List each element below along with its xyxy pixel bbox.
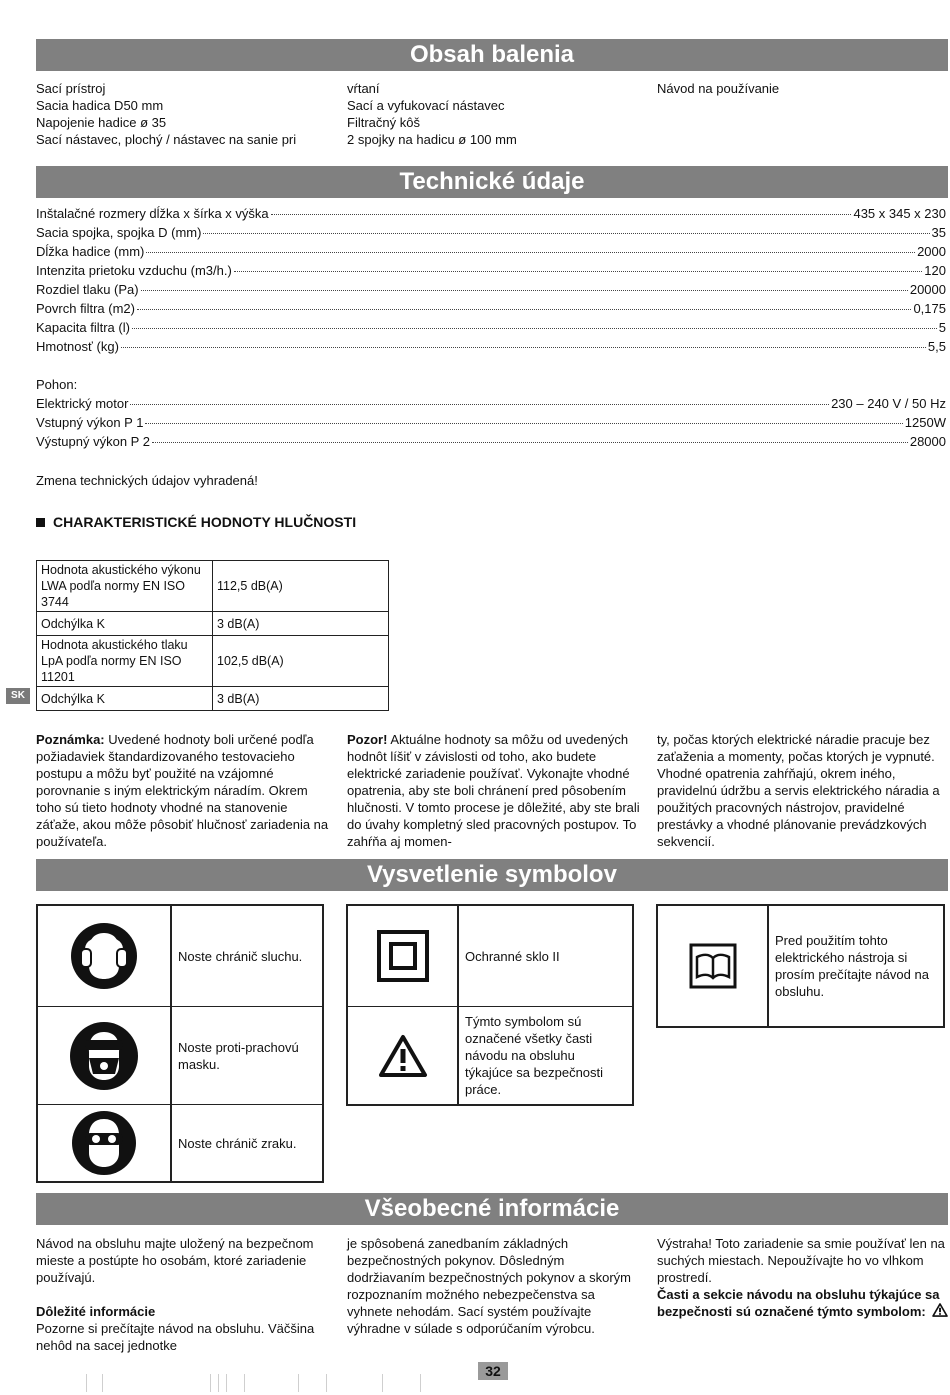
symbol-row [38, 1007, 322, 1105]
symbol-row [38, 906, 322, 1007]
spec-row [36, 338, 946, 357]
section-title-symbols: Vysvetlenie symbolov [36, 859, 948, 891]
spec-value: 20000 [909, 282, 946, 297]
note-text: ty, počas ktorých elektrické náradie pracuje bez zaťaženia a momenty, počas ktorých je vypnuté. Vhodné opatrenia zahŕňajú, okrem iného, pravidelnú údržbu a servis elektrického náradia a použitých pracovných nástrojov, pravidelné prestávky a vhodné plánovanie prevádzkových sekvencií. [657, 732, 940, 849]
spec-value: 2000 [917, 244, 946, 259]
contents-col3 [657, 80, 950, 97]
dust-mask-icon [38, 1007, 172, 1104]
spec-row [36, 224, 946, 243]
spec-label: Hmotnosť (kg) [36, 339, 119, 354]
contents-item: Sacia hadica D50 mm [36, 98, 164, 113]
general-col3 [657, 1235, 949, 1320]
spec-row [36, 243, 946, 262]
read-manual-icon [658, 906, 769, 1026]
spec-value: 1250W [904, 415, 946, 430]
noise-value: 3 dB(A) [213, 687, 389, 711]
symbol-text: Týmto symbolom sú označené všetky časti návodu na obsluhu týkajúce sa bezpečnosti práce. [465, 1014, 604, 1097]
spec-label: Kapacita filtra (l) [36, 320, 130, 335]
contents-item: vŕtaní [347, 81, 380, 96]
symbol-text: Ochranné sklo II [465, 948, 560, 964]
hearing-protection-icon [38, 906, 172, 1006]
spec-label: Rozdiel tlaku (Pa) [36, 282, 139, 297]
spec-label: Dĺžka hadice (mm) [36, 244, 145, 259]
symbol-row [348, 1007, 632, 1104]
noise-heading [36, 514, 356, 531]
contents-col2 [347, 80, 647, 148]
table-row [37, 561, 389, 612]
eye-protection-icon [38, 1105, 172, 1181]
symbols-table-manual [656, 904, 945, 1028]
section-title-general: Všeobecné informácie [36, 1193, 948, 1225]
noise-label: Hodnota akustického výkonu LWA podľa normy EN ISO 3744 [37, 561, 213, 612]
contents-item: Sací nástavec, plochý / nástavec na sanie pri [36, 132, 297, 147]
table-row [37, 687, 389, 711]
spec-label: Inštalačné rozmery dĺžka x šírka x výška [36, 206, 269, 221]
noise-label: Odchýlka K [37, 612, 213, 636]
noise-value: 3 dB(A) [213, 612, 389, 636]
noise-value: 102,5 dB(A) [213, 636, 389, 687]
spec-label: Elektrický motor [36, 396, 129, 411]
note-text: Uvedené hodnoty boli určené podľa požiadaviek štandardizovaného testovacieho postupu a môžu byť použité na vzájomné porovnanie s iným elektrickým náradím. Okrem toho sú tieto hodnoty vhodné na stanovenie záťaže, akou môže pôsobiť hlučnosť zariadenia na používateľa. [36, 732, 329, 849]
spec-value: 230 – 240 V / 50 Hz [831, 396, 946, 411]
noise-heading-text: CHARAKTERISTICKÉ HODNOTY HLUČNOSTI [53, 514, 357, 530]
general-col1 [36, 1235, 316, 1354]
contents-col1 [36, 80, 336, 148]
class-two-insulation-icon [348, 906, 459, 1006]
spec-value: 5,5 [927, 339, 946, 354]
spec-row [36, 319, 946, 338]
spec-value: 28000 [909, 434, 946, 449]
page-number: 32 [478, 1362, 508, 1380]
spec-value: 435 x 345 x 230 [853, 206, 946, 221]
note-bold: Poznámka: [36, 732, 105, 747]
contents-item: Napojenie hadice ø 35 [36, 115, 167, 130]
language-tab: SK [6, 688, 30, 704]
note-bold: Pozor! [347, 732, 388, 747]
symbol-row [658, 906, 943, 1026]
section-title-tech: Technické údaje [36, 166, 948, 198]
spec-label: Vstupný výkon P 1 [36, 415, 144, 430]
spec-row [36, 300, 946, 319]
spec-label: Intenzita prietoku vzduchu (m3/h.) [36, 263, 232, 278]
general-text: Návod na obsluhu majte uložený na bezpečnom mieste a postúpte ho osobám, ktoré zariadenie používajú. [36, 1236, 314, 1285]
general-col2 [347, 1235, 632, 1337]
contents-item: Sací prístroj [36, 81, 106, 96]
symbol-text: Pred použitím tohto elektrického nástroja si prosím prečítajte návod na obsluhu. [775, 933, 929, 999]
table-row [37, 612, 389, 636]
noise-label: Hodnota akustického tlaku LpA podľa normy EN ISO 11201 [37, 636, 213, 687]
table-row [37, 636, 389, 687]
general-text: je spôsobená zanedbaním základných bezpečnostných pokynov. Dôsledným dodržiavaním bezpečnostných pokynov a skorým rozpoznaním možného nebezpečenstva sa vyhnete nehodám. Sací systém používajte výhradne v súlade s odporúčaním výrobcu. [347, 1236, 631, 1336]
spec-row [36, 262, 946, 281]
general-text: Výstraha! Toto zariadenie sa smie používať len na suchých miestach. Nepoužívajte ho vo vlhkom prostredí. [657, 1236, 945, 1285]
note-col2 [347, 731, 645, 850]
general-subheading: Dôležité informácie [36, 1304, 156, 1319]
symbols-table-ppe [36, 904, 324, 1183]
noise-value: 112,5 dB(A) [213, 561, 389, 612]
spec-row [36, 205, 946, 224]
spec-value: 120 [924, 263, 946, 278]
warning-triangle-icon [932, 1303, 948, 1317]
noise-label: Odchýlka K [37, 687, 213, 711]
symbol-text: Noste proti-prachovú masku. [178, 1039, 299, 1072]
spec-value: 5 [938, 320, 946, 335]
spec-row [36, 414, 946, 433]
spec-label: Výstupný výkon P 2 [36, 434, 150, 449]
bullet-square-icon [36, 518, 45, 527]
contents-item: 2 spojky na hadicu ø 100 mm [347, 132, 517, 147]
symbol-text: Noste chránič zraku. [178, 1135, 297, 1151]
symbol-row [38, 1105, 322, 1181]
spec-value: 35 [931, 225, 946, 240]
contents-item: Sací a vyfukovací nástavec [347, 98, 505, 113]
spec-label: Povrch filtra (m2) [36, 301, 135, 316]
drive-label: Pohon: [36, 377, 78, 392]
section-title-contents: Obsah balenia [36, 39, 948, 71]
spec-label: Sacia spojka, spojka D (mm) [36, 225, 202, 240]
spec-row [36, 395, 946, 414]
warning-triangle-icon [348, 1007, 459, 1104]
noise-table [36, 560, 389, 711]
note-text: Aktuálne hodnoty sa môžu od uvedených hodnôt líšiť v závislosti od toho, ako budete elektrické zariadenie používať. Vykonajte vhodné opatrenia, aby ste boli chránení pred pôsobením hlučnosti. V tomto procese je dôležité, aby ste brali do úvahy kompletný sled pracovných postupov. To zahŕňa aj momen- [347, 732, 640, 849]
note-col3 [657, 731, 949, 850]
spec-value: 0,175 [913, 301, 946, 316]
symbol-row [348, 906, 632, 1007]
contents-item: Návod na používanie [657, 81, 780, 96]
symbols-table-safety [346, 904, 634, 1106]
change-note: Zmena technických údajov vyhradená! [36, 473, 258, 488]
spec-row [36, 281, 946, 300]
general-bold-text: Časti a sekcie návodu na obsluhu týkajúce sa bezpečnosti sú označené týmto symbolom: [657, 1287, 940, 1319]
general-text: Pozorne si prečítajte návod na obsluhu. Väčšina nehôd na sacej jednotke [36, 1321, 315, 1353]
spec-row [36, 433, 946, 452]
contents-item: Filtračný kôš [347, 115, 420, 130]
symbol-text: Noste chránič sluchu. [178, 948, 303, 964]
note-col1 [36, 731, 331, 850]
